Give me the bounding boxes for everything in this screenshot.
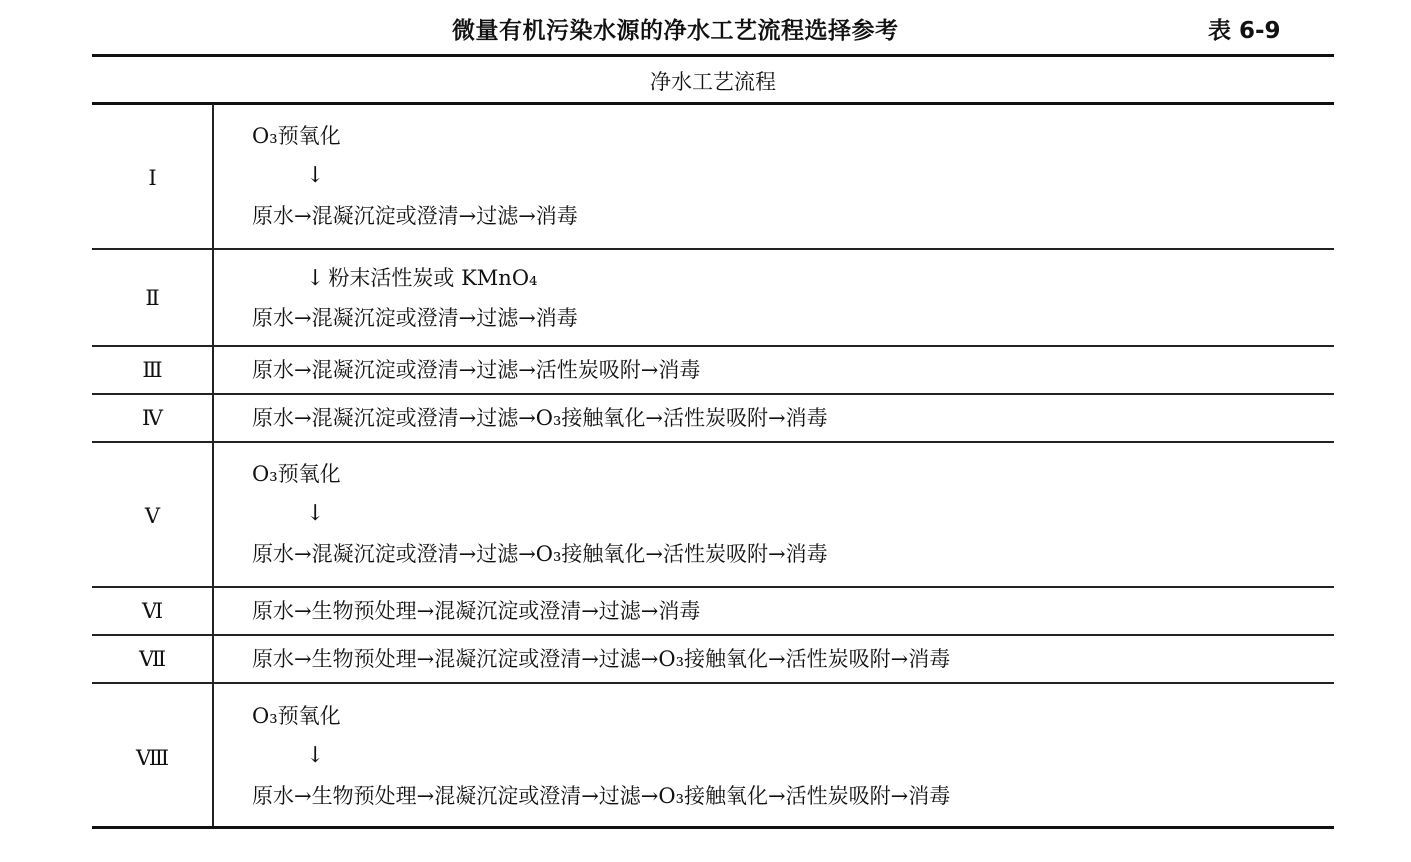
table-header: 净水工艺流程 [650,70,776,94]
process-flow: 原水→混凝沉淀或澄清→过滤→活性炭吸附→消毒 [252,358,701,382]
row-divider [92,586,1334,588]
row-number: Ⅱ [145,286,159,310]
process-flow: 原水→生物预处理→混凝沉淀或澄清→过滤→消毒 [252,599,701,623]
branch-label [306,266,537,291]
branch-label: O₃预氧化 [252,124,341,148]
row-number: Ⅳ [142,406,162,430]
row-divider [92,682,1334,684]
down-arrow-icon: ↓ [306,163,325,188]
process-flow: 原水→生物预处理→混凝沉淀或澄清→过滤→O₃接触氧化→活性炭吸附→消毒 [252,647,951,671]
row-number: Ⅶ [138,647,166,671]
down-arrow-icon: ↓ [306,743,325,768]
process-flow: 原水→混凝沉淀或澄清→过滤→消毒 [252,204,578,228]
process-flow: 原水→生物预处理→混凝沉淀或澄清→过滤→O₃接触氧化→活性炭吸附→消毒 [252,784,951,808]
row-divider [92,345,1334,347]
table-bottom-rule [92,826,1334,829]
process-flow: 原水→混凝沉淀或澄清→过滤→O₃接触氧化→活性炭吸附→消毒 [252,406,828,430]
table-title: 微量有机污染水源的净水工艺流程选择参考 [452,18,899,44]
branch-label: O₃预氧化 [252,462,341,486]
branch-text: 粉末活性炭或 KMnO₄ [328,266,538,290]
row-number: Ⅲ [142,358,162,382]
row-number: Ⅷ [135,746,169,770]
process-table [92,54,1334,830]
row-number: Ⅵ [141,599,163,623]
row-number: Ⅴ [144,504,160,528]
row-divider [92,393,1334,395]
table-top-rule [92,54,1334,57]
branch-label: O₃预氧化 [252,704,341,728]
process-flow: 原水→混凝沉淀或澄清→过滤→O₃接触氧化→活性炭吸附→消毒 [252,542,828,566]
table-caption [0,8,1411,46]
column-divider [212,104,214,826]
row-number: Ⅰ [148,166,156,190]
header-bottom-rule [92,102,1334,105]
down-arrow-icon: ↓ [306,501,325,526]
row-divider [92,441,1334,443]
row-divider [92,634,1334,636]
down-arrow-icon: ↓ [306,266,325,291]
process-flow: 原水→混凝沉淀或澄清→过滤→消毒 [252,306,578,330]
row-divider [92,248,1334,250]
table-number: 表 6-9 [1208,18,1281,44]
